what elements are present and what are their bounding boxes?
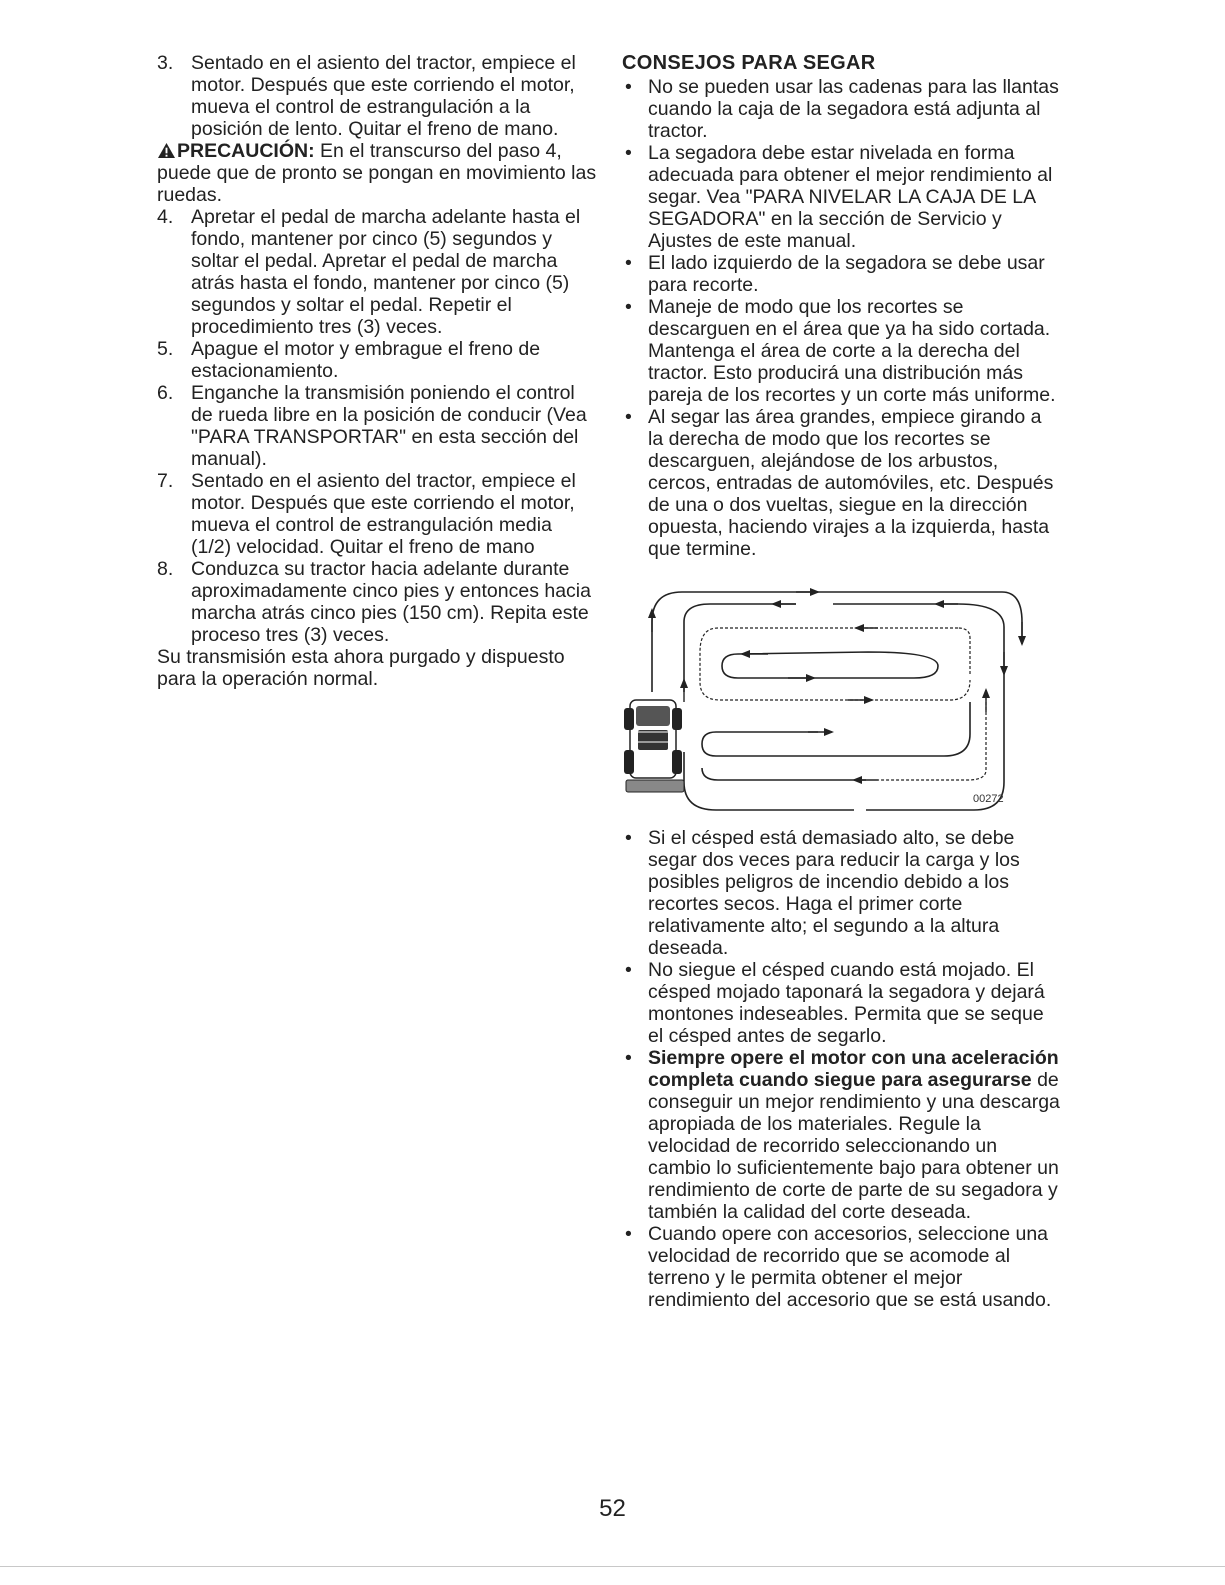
- tip-bullet: [622, 142, 1062, 252]
- step-4: [157, 206, 597, 338]
- step-number: 7.: [157, 470, 174, 492]
- tip-text: No se pueden usar las cadenas para las llantas cuando la caja de la segadora está adjunta al tractor.: [648, 76, 1059, 142]
- caution-note: [157, 140, 597, 206]
- bullet-dot: •: [625, 76, 632, 98]
- step-text: Conduzca su tractor hacia adelante durante aproximadamente cinco pies y entonces hacia marcha atrás cinco pies (150 cm). Repita este proceso tres (3) veces.: [191, 558, 591, 646]
- tractor-icon: [624, 700, 684, 792]
- bullet-dot: •: [625, 252, 632, 274]
- tip-bullet: [622, 959, 1062, 1047]
- tip-text: Al segar las área grandes, empiece girando a la derecha de modo que los recortes se descarguen, alejándose de los arbustos, cercos, entradas de automóviles, etc. Después de una o dos vueltas, siegue en la dirección opuesta, haciendo virajes a la izquierda, hasta que termine.: [648, 406, 1054, 560]
- step-text: Enganche la transmisión poniendo el control de rueda libre en la posición de conducir (Vea "PARA TRANSPORTAR" en esta sección del manual).: [191, 382, 587, 470]
- step-number: 8.: [157, 558, 174, 580]
- bullet-dot: •: [625, 1223, 632, 1245]
- section-heading: CONSEJOS PARA SEGAR: [622, 52, 876, 74]
- step-number: 4.: [157, 206, 174, 228]
- tip-bullet: [622, 827, 1062, 959]
- tip-bullet: [622, 1223, 1062, 1311]
- left-column: [157, 52, 597, 690]
- caution-label: PRECAUCIÓN:: [177, 140, 315, 162]
- tip-text: No siegue el césped cuando está mojado. El césped mojado taponará la segadora y dejará montones indeseables. Permita que se seque el césped antes de segarlo.: [648, 959, 1045, 1047]
- step-text: Sentado en el asiento del tractor, empiece el motor. Después que este corriendo el motor, mueva el control de estrangulación media (1/2) velocidad. Quitar el freno de mano: [191, 470, 576, 558]
- mowing-path-illustration: [618, 582, 1028, 817]
- bullet-dot: •: [625, 1047, 632, 1069]
- tip-bullet: [622, 252, 1062, 296]
- bullet-dot: •: [625, 959, 632, 981]
- tip-bold-text: Siempre opere el motor con una aceleración completa cuando siegue para asegurarse: [648, 1047, 1059, 1091]
- caution-text: En el transcurso del paso 4, puede que de pronto se pongan en movimiento las ruedas.: [157, 140, 597, 206]
- tip-bullet: [622, 296, 1062, 406]
- step-text: Apague el motor y embrague el freno de estacionamiento.: [191, 338, 541, 382]
- tip-text: La segadora debe estar nivelada en forma adecuada para obtener el mejor rendimiento al segar. Vea "PARA NIVELAR LA CAJA DE LA SEGADORA" en la sección de Servicio y Ajustes de este manual.: [648, 142, 1053, 252]
- step-5: [157, 338, 597, 382]
- step-6: [157, 382, 597, 470]
- tip-text: Maneje de modo que los recortes se descarguen en el área que ya ha sido cortada. Mantenga el área de corte a la derecha del tractor. Esto producirá una distribución más pareja de los recortes y un corte más uniforme.: [648, 296, 1056, 406]
- step-number: 5.: [157, 338, 174, 360]
- step-number: 3.: [157, 52, 174, 74]
- step-text: Apretar el pedal de marcha adelante hasta el fondo, mantener por cinco (5) segundos y soltar el pedal. Apretar el pedal de marcha atrás hasta el fondo, mantener por cinco (5) segundos y soltar el pedal. Repetir el procedimiento tres (3) veces.: [191, 206, 581, 338]
- tip-bullet: [622, 1047, 1062, 1223]
- page-number: 52: [599, 1495, 626, 1522]
- tip-text: Cuando opere con accesorios, seleccione una velocidad de recorrido que se acomode al terreno y le permita obtener el mejor rendimiento del accesorio que se está usando.: [648, 1223, 1052, 1311]
- right-column: [622, 52, 1062, 1311]
- bullet-dot: •: [625, 296, 632, 318]
- step-number: 6.: [157, 382, 174, 404]
- mowing-pattern-diagram: [618, 582, 1028, 817]
- step-8: [157, 558, 597, 646]
- bullet-dot: •: [625, 142, 632, 164]
- warning-triangle-icon: [157, 142, 176, 159]
- bottom-divider: [0, 1566, 1225, 1567]
- closing-paragraph: Su transmisión esta ahora purgado y dispuesto para la operación normal.: [157, 646, 565, 690]
- bullet-dot: •: [625, 827, 632, 849]
- tip-bullet: [622, 76, 1062, 142]
- tip-text: Si el césped está demasiado alto, se debe segar dos veces para reducir la carga y los posibles peligros de incendio debido a los recortes secos. Haga el primer corte relativamente alto; el segundo a la altura deseada.: [648, 827, 1020, 959]
- tip-bullet: [622, 406, 1062, 560]
- bullet-dot: •: [625, 406, 632, 428]
- tip-text: de conseguir un mejor rendimiento y una descarga apropiada de los materiales. Regule la velocidad de recorrido seleccionando un cambio lo suficientemente bajo para obtener un rendimiento de corte de parte de su segadora y también la calidad del corte deseada.: [648, 1069, 1060, 1223]
- step-3: [157, 52, 597, 140]
- step-7: [157, 470, 597, 558]
- tip-text: El lado izquierdo de la segadora se debe usar para recorte.: [648, 252, 1045, 296]
- figure-code: 00272: [973, 793, 1004, 805]
- step-text: Sentado en el asiento del tractor, empiece el motor. Después que este corriendo el motor, mueva el control de estrangulación a la posición de lento. Quitar el freno de mano.: [191, 52, 576, 140]
